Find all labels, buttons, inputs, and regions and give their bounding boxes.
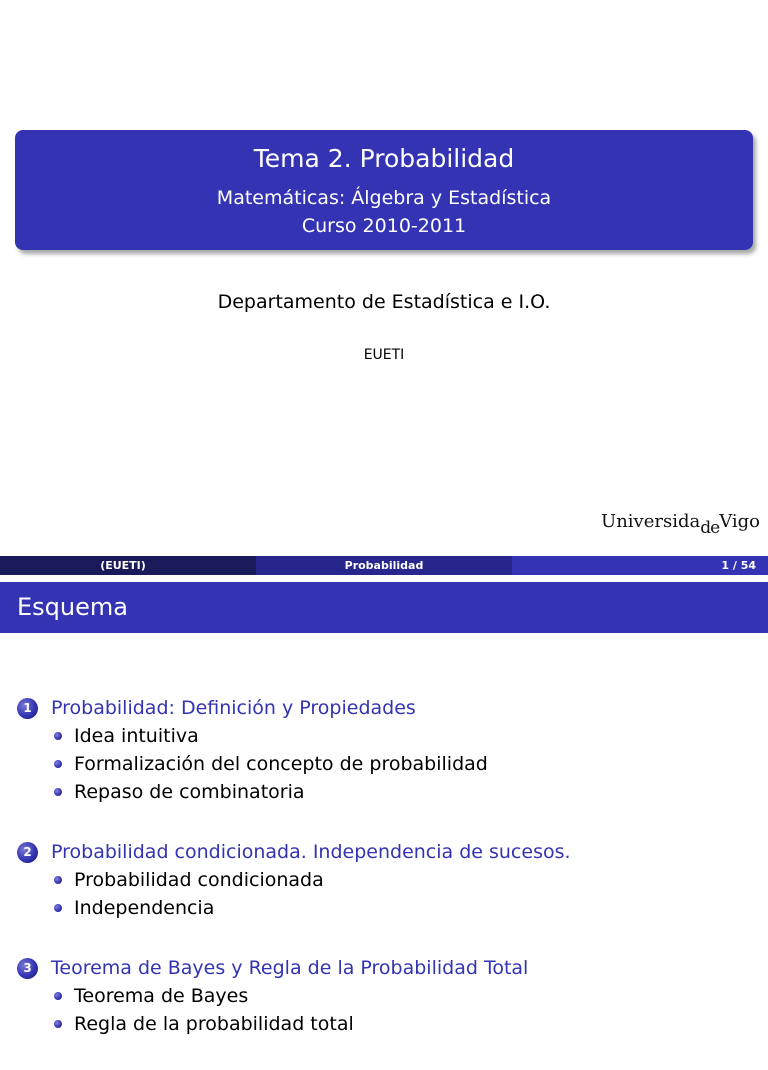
logo-text-3: Vigo — [719, 511, 760, 532]
list-item-text: Formalización del concepto de probabilidad — [74, 753, 488, 775]
list-item — [17, 982, 757, 1010]
bullet-icon — [54, 904, 62, 912]
section-heading — [17, 954, 757, 982]
section-title: Probabilidad: Definición y Propiedades — [51, 697, 416, 719]
list-item — [17, 894, 757, 922]
list-item-text: Repaso de combinatoria — [74, 781, 305, 803]
outline-section — [17, 954, 757, 1038]
course-year: Curso 2010-2011 — [301, 215, 467, 237]
footer-topic: Probabilidad — [256, 556, 512, 575]
bullet-icon — [54, 876, 62, 884]
list-item — [17, 866, 757, 894]
list-item — [17, 778, 757, 806]
section-title: Probabilidad condicionada. Independencia de sucesos. — [51, 841, 571, 863]
section-title: Teorema de Bayes y Regla de la Probabilidad Total — [51, 957, 529, 979]
bullet-icon — [54, 992, 62, 1000]
section-number-icon: 2 — [17, 842, 38, 863]
list-item — [17, 750, 757, 778]
outline-section — [17, 838, 757, 922]
list-item-text: Idea intuitiva — [74, 725, 199, 747]
logo-text-1: Universida — [601, 511, 701, 532]
institute-name: EUETI — [363, 347, 405, 363]
section-heading — [17, 694, 757, 722]
outline-list — [17, 694, 757, 1070]
section-heading — [17, 838, 757, 866]
logo-text-2: de — [700, 518, 720, 538]
title-box — [15, 130, 753, 250]
bullet-icon — [54, 1020, 62, 1028]
bullet-icon — [54, 732, 62, 740]
footer-institute: (EUETI) — [0, 556, 256, 575]
bullet-icon — [54, 788, 62, 796]
slide-footer — [0, 556, 768, 575]
university-logo — [601, 511, 760, 538]
list-item-text: Teorema de Bayes — [74, 985, 249, 1007]
section-number-icon: 1 — [17, 698, 38, 719]
list-item-text: Regla de la probabilidad total — [74, 1013, 354, 1035]
section-number-icon: 3 — [17, 958, 38, 979]
bullet-icon — [54, 760, 62, 768]
list-item — [17, 722, 757, 750]
department-name: Departamento de Estadística e I.O. — [217, 291, 551, 313]
list-item — [17, 1010, 757, 1038]
frame-title: Esquema — [0, 582, 768, 633]
footer-page-number: 1 / 54 — [512, 556, 768, 575]
list-item-text: Probabilidad condicionada — [74, 869, 324, 891]
outline-section — [17, 694, 757, 806]
list-item-text: Independencia — [74, 897, 215, 919]
slide-title: Tema 2. Probabilidad — [253, 144, 515, 173]
slide-subtitle: Matemáticas: Álgebra y Estadística — [216, 187, 552, 209]
